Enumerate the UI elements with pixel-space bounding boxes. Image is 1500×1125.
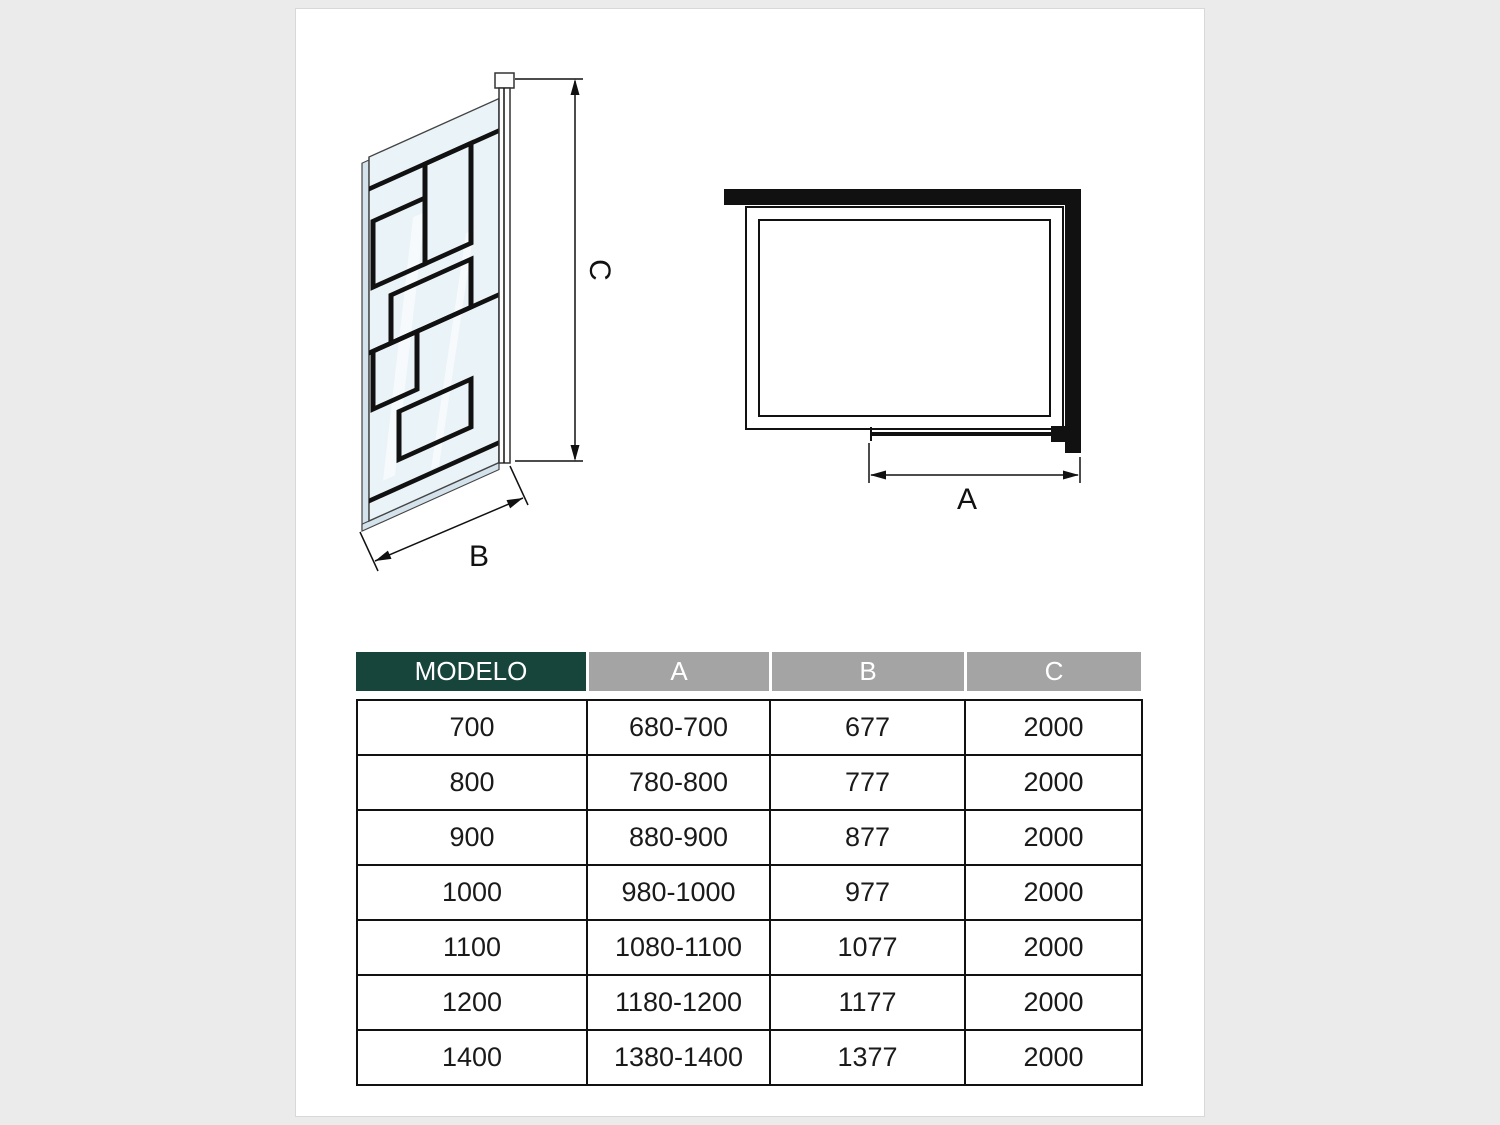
tray-outer xyxy=(746,207,1063,429)
cell-b: 877 xyxy=(770,810,965,865)
table-row xyxy=(357,755,1142,810)
header-c: C xyxy=(964,652,1141,691)
cell-a: 780-800 xyxy=(587,755,770,810)
dimension-label-c: C xyxy=(583,259,616,281)
cell-c: 2000 xyxy=(965,700,1142,755)
cell-a: 1380-1400 xyxy=(587,1030,770,1085)
table-header-row xyxy=(356,652,1141,691)
cell-c: 2000 xyxy=(965,1030,1142,1085)
table-row xyxy=(357,700,1142,755)
cell-b: 1177 xyxy=(770,975,965,1030)
cell-modelo: 700 xyxy=(357,700,587,755)
dimension-label-b: B xyxy=(468,540,490,573)
cell-modelo: 1400 xyxy=(357,1030,587,1085)
dimension-c xyxy=(515,79,616,461)
dimension-label-a: A xyxy=(956,483,978,516)
cell-modelo: 900 xyxy=(357,810,587,865)
wall-top xyxy=(724,189,1080,205)
product-sheet xyxy=(295,8,1205,1117)
header-b: B xyxy=(769,652,964,691)
cell-c: 2000 xyxy=(965,920,1142,975)
spec-table xyxy=(356,652,1141,1086)
cell-c: 2000 xyxy=(965,810,1142,865)
cell-a: 1180-1200 xyxy=(587,975,770,1030)
table-row xyxy=(357,865,1142,920)
cell-modelo: 1000 xyxy=(357,865,587,920)
cell-a: 880-900 xyxy=(587,810,770,865)
table-row xyxy=(357,920,1142,975)
wall-right xyxy=(1065,189,1081,453)
technical-diagrams xyxy=(296,9,1206,624)
spec-table-body xyxy=(356,699,1143,1086)
cell-b: 977 xyxy=(770,865,965,920)
cell-a: 680-700 xyxy=(587,700,770,755)
table-row xyxy=(357,810,1142,865)
table-row xyxy=(357,975,1142,1030)
cell-c: 2000 xyxy=(965,755,1142,810)
cell-b: 1077 xyxy=(770,920,965,975)
header-a: A xyxy=(586,652,769,691)
table-row xyxy=(357,1030,1142,1085)
cell-modelo: 1100 xyxy=(357,920,587,975)
cell-b: 1377 xyxy=(770,1030,965,1085)
dimension-a xyxy=(869,443,1080,516)
top-view-diagram xyxy=(724,189,1081,516)
cell-b: 777 xyxy=(770,755,965,810)
cell-modelo: 800 xyxy=(357,755,587,810)
front-view-diagram xyxy=(360,73,616,573)
cell-b: 677 xyxy=(770,700,965,755)
cell-a: 980-1000 xyxy=(587,865,770,920)
header-modelo: MODELO xyxy=(356,652,586,691)
cell-c: 2000 xyxy=(965,865,1142,920)
cell-a: 1080-1100 xyxy=(587,920,770,975)
cell-c: 2000 xyxy=(965,975,1142,1030)
cell-modelo: 1200 xyxy=(357,975,587,1030)
tray-inner xyxy=(759,220,1050,416)
